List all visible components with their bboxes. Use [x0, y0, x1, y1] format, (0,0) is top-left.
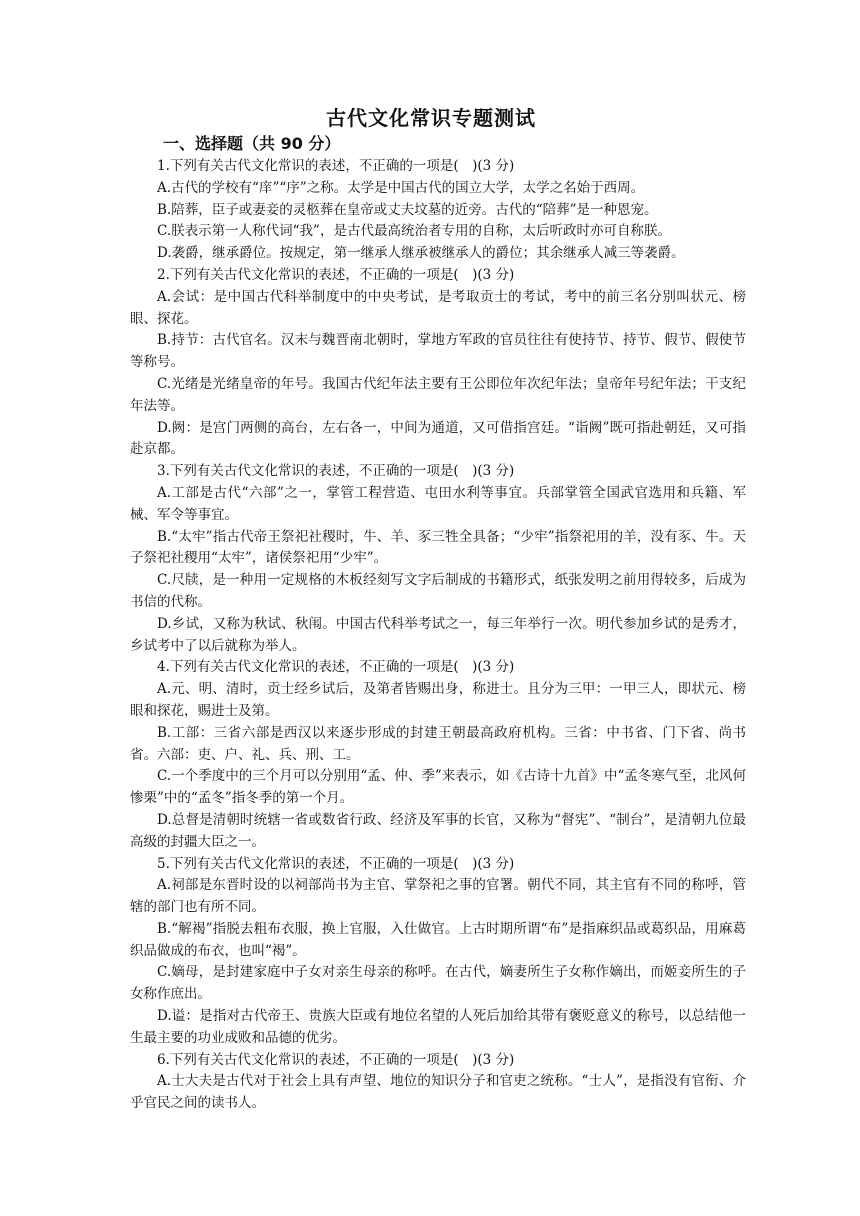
question-1-option-a: A.古代的学校有“庠”“序”之称。太学是中国古代的国立大学，太学之名始于西周。 — [157, 179, 645, 196]
question-4-option-a: A.元、明、清时，贡士经乡试后，及第者皆赐出身，称进士。且分为三甲：一甲三人，即状元、榜眼和探花，赐进士及第。 — [130, 681, 746, 719]
question-5-option-a: A.祠部是东晋时设的以祠部尚书为主官、掌祭祀之事的官署。朝代不同，其主官有不同的称呼，管辖的部门也有所不同。 — [130, 877, 746, 916]
question-stem-6: 6.下列有关古代文化常识的表述，不正确的一项是( )(3 分) — [157, 1051, 515, 1068]
question-stem-2: 2.下列有关古代文化常识的表述，不正确的一项是( )(3 分) — [157, 266, 515, 283]
question-2-option-d: D.阙：是宫门两侧的高台，左右各一，中间为通道，又可借指宫廷。“诣阙”既可指赴朝廷，又可指赴京都。 — [130, 419, 746, 458]
question-2-option-a: A.会试：是中国古代科举制度中的中央考试，是考取贡士的考试，考中的前三名分别叫状元、榜眼、探花。 — [130, 288, 746, 327]
question-3-option-c: C.尺牍，是一种用一定规格的木板经刻写文字后制成的书籍形式，纸张发明之前用得较多，后成为书信的代称。 — [130, 572, 746, 610]
question-4-option-c: C.一个季度中的三个月可以分别用“孟、仲、季”来表示，如《古诗十九首》中“孟冬寒气至，北风何惨栗”中的“孟冬”指冬季的第一个月。 — [130, 768, 746, 807]
question-stem-4: 4.下列有关古代文化常识的表述，不正确的一项是( )(3 分) — [157, 659, 515, 676]
document-title: 古代文化常识专题测试 — [326, 106, 536, 130]
question-3-option-b: B.“太牢”指古代帝王祭祀社稷时，牛、羊、豕三牲全具备；“少牢”指祭祀用的羊，没有豕、牛。天子祭祀社稷用“太牢”，诸侯祭祀用“少牢”。 — [130, 528, 746, 567]
question-stem-5: 5.下列有关古代文化常识的表述，不正确的一项是( )(3 分) — [157, 855, 515, 872]
question-2-option-b: B.持节：古代官名。汉末与魏晋南北朝时，掌地方军政的官员往往有使持节、持节、假节、假使节等称号。 — [130, 332, 746, 371]
question-1-option-b: B.陪葬，臣子或妻妾的灵柩葬在皇帝或丈夫坟墓的近旁。古代的“陪葬”是一种恩宠。 — [157, 201, 658, 218]
question-2-option-c: C.光绪是光绪皇帝的年号。我国古代纪年法主要有王公即位年次纪年法；皇帝年号纪年法；干支纪年法等。 — [130, 375, 746, 414]
question-stem-3: 3.下列有关古代文化常识的表述，不正确的一项是( )(3 分) — [157, 463, 515, 480]
question-4-option-b: B.工部：三省六部是西汉以来逐步形成的封建王朝最高政府机构。三省：中书省、门下省、尚书省。六部：吏、户、礼、兵、刑、工。 — [130, 724, 746, 763]
question-5-option-d: D.谥：是指对古代帝王、贵族大臣或有地位名望的人死后加给其带有褒贬意义的称号，以总结他一生最主要的功业成败和品德的优劣。 — [130, 1008, 746, 1046]
question-1-option-d: D.袭爵，继承爵位。按规定，第一继承人继承被继承人的爵位；其余继承人减三等袭爵。 — [157, 245, 685, 262]
question-5-option-c: C.嫡母，是封建家庭中子女对亲生母亲的称呼。在古代，嫡妻所生子女称作嫡出，而姬妾所生的子女称作庶出。 — [130, 964, 746, 1003]
question-3-option-a: A.工部是古代“六部”之一，掌管工程营造、屯田水利等事宜。兵部掌管全国武官选用和兵籍、军械、军令等事宜。 — [130, 484, 746, 523]
question-5-option-b: B.“解褐”指脱去粗布衣服，换上官服，入仕做官。上古时期所谓“布”是指麻织品或葛织品，用麻葛织品做成的布衣，也叫“褐”。 — [130, 920, 746, 959]
question-1-option-c: C.朕表示第一人称代词“我”，是古代最高统治者专用的自称，太后听政时亦可自称朕。 — [157, 223, 671, 240]
question-stem-1: 1.下列有关古代文化常识的表述，不正确的一项是( )(3 分) — [157, 158, 515, 174]
question-6-option-a: A.士大夫是古代对于社会上具有声望、地位的知识分子和官吏之统称。“士人”，是指没有官衔、介乎官民之间的读书人。 — [130, 1073, 746, 1112]
question-4-option-d: D.总督是清朝时统辖一省或数省行政、经济及军事的长官，又称为“督宪”、“制台”，是清朝九位最高级的封疆大臣之一。 — [130, 811, 746, 850]
question-3-option-d: D.乡试，又称为秋试、秋闱。中国古代科举考试之一，每三年举行一次。明代参加乡试的是秀才，乡试考中了以后就称为举人。 — [130, 615, 746, 654]
section-heading: 一、选择题（共 90 分） — [163, 134, 341, 153]
